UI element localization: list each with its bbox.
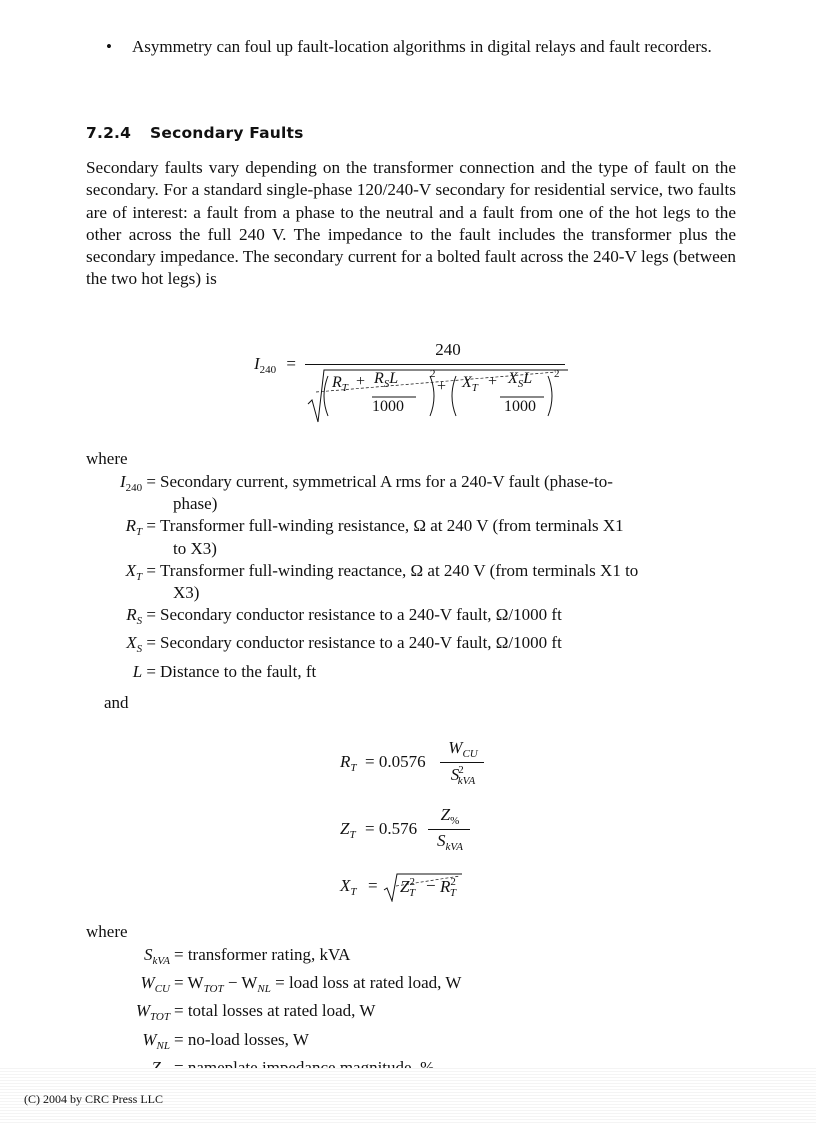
- eq1-lhs: $I_{240}$ =: [254, 354, 297, 376]
- eq1-den-1000-b: 1000: [504, 398, 536, 415]
- eq1-plus-3: +: [488, 373, 498, 390]
- variable-definitions-1: [86, 471, 746, 683]
- section-number: 7.2.4: [86, 124, 132, 142]
- definition-row: $X_T$ = Transformer full-winding reactance, Ω at 240 V (from terminals X1 to X3): [125, 560, 639, 603]
- bullet-text: Asymmetry can foul up fault-location algorithms in digital relays and fault recorders.: [132, 37, 712, 56]
- definition-row: $W_{TOT}$ = total losses at rated load, W: [135, 1001, 376, 1024]
- eq1-den-XT: $X_T$: [462, 374, 478, 394]
- definition-row: $X_S$ = Secondary conductor resistance to a 240-V fault, Ω/1000 ft: [126, 633, 562, 656]
- variable-definitions-2: [86, 944, 746, 1085]
- section-paragraph: Secondary faults vary depending on the transformer connection and the type of fault on the secondary. For a standard single-phase 120/240-V secondary for residential service, two faults are of interest: a fault from a phase to the neutral and a fault from one of the hot legs to the other across the full 240 V. The impedance to the fault includes the transformer plus the secondary impedance. The secondary current for a bolted fault across the 240-V legs (between the two hot legs) is: [86, 158, 736, 289]
- eq1-RsL: $R_SL$: [374, 370, 399, 390]
- section-heading: [86, 124, 304, 142]
- eq1-fraction-bar: [305, 364, 565, 365]
- eq1-numerator: 240: [435, 340, 461, 359]
- eq1-plus-1: +: [356, 373, 366, 390]
- section-title: Secondary Faults: [150, 124, 304, 142]
- and-label: and: [104, 693, 129, 712]
- page-footer: [0, 1068, 816, 1123]
- eq1-XsL: $X_SL$: [508, 370, 533, 390]
- definition-row: L = Distance to the fault, ft: [132, 661, 317, 681]
- definition-row: $I_{240}$ = Secondary current, symmetrical A rms for a 240-V fault (phase-to- phase): [119, 472, 613, 514]
- eq1-plus-2: +: [437, 378, 447, 395]
- definition-row: $R_T$ = Transformer full-winding resistance, Ω at 240 V (from terminals X1 to X3): [125, 516, 624, 558]
- bullet-marker: •: [106, 37, 112, 56]
- impedance-equation: $Z_T$ = 0.576 $Z_{\%}$ $S_{kVA}$: [340, 805, 500, 865]
- definition-row: $R_S$ = Secondary conductor resistance to a 240-V fault, Ω/1000 ft: [126, 605, 562, 628]
- where-label-2: where: [86, 922, 128, 941]
- resistance-equation: $R_T$ = 0.0576 $W_{CU}$ $S^2_{kVA}$: [340, 738, 500, 798]
- definition-row: $W_{NL}$ = no-load losses, W: [142, 1029, 309, 1052]
- bullet-item: [86, 36, 736, 58]
- definition-row: $S_{kVA}$ = transformer rating, kVA: [143, 945, 351, 967]
- eq1-exp-2: 2: [554, 368, 560, 380]
- definition-row: $W_{CU}$ = $W_{TOT} - W_{NL}$ = load loss at rated load, W: [140, 973, 462, 996]
- eq1-exp-1: 2: [430, 368, 436, 380]
- reactance-equation: $X_T$ = $Z^2_T$ − $R^2_T$: [340, 872, 500, 902]
- eq1-den-RT: $R_T$: [332, 374, 348, 394]
- where-label-1: where: [86, 449, 128, 468]
- copyright-text: (C) 2004 by CRC Press LLC: [24, 1092, 164, 1106]
- eq1-den-1000-a: 1000: [372, 398, 404, 415]
- fault-current-equation: [250, 340, 580, 430]
